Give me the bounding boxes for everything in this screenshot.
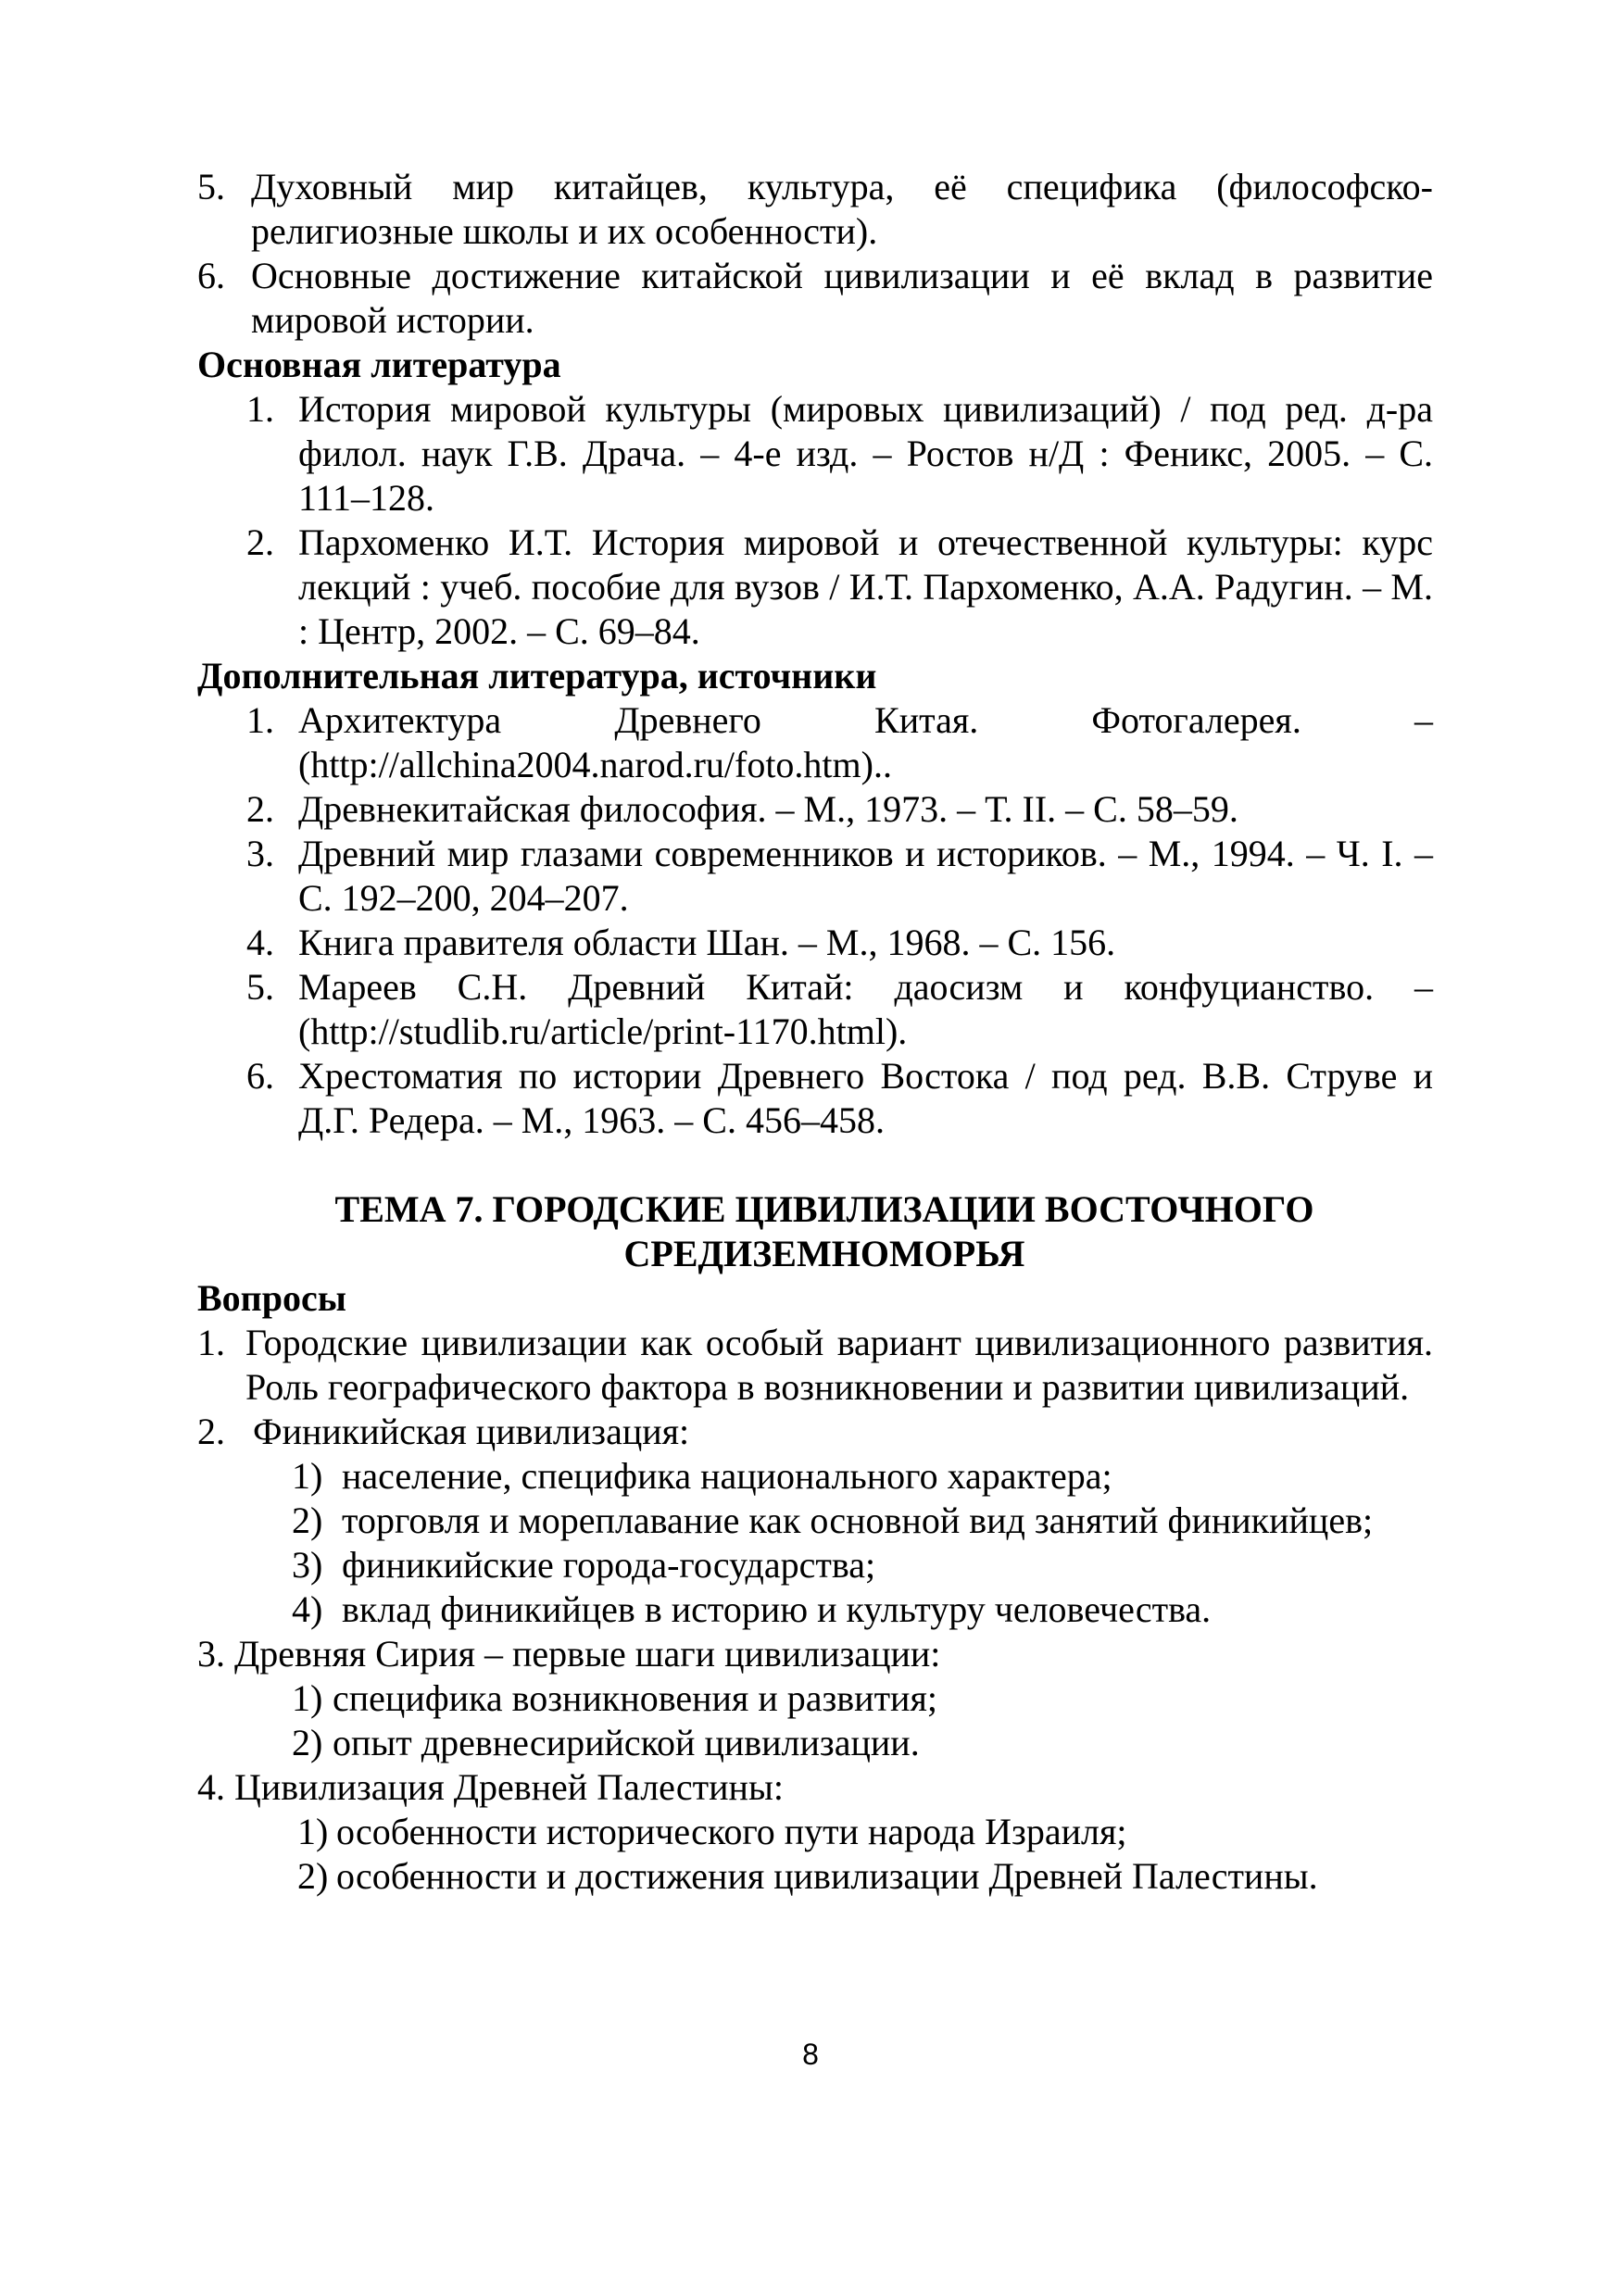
item-number: 4. xyxy=(246,922,274,963)
item-number: 1. xyxy=(246,388,274,430)
item-number: 6. xyxy=(246,1055,274,1097)
item-text: История мировой культуры (мировых цивилизаций) / под ред. д-ра филол. наук Г.В. Драча. – 4-е изд. – Ростов н/Д : Феникс, 2005. – С. 111–128. xyxy=(298,388,1433,519)
question-4-sublist xyxy=(197,1810,1433,1899)
item-number: 2. xyxy=(246,521,274,563)
item-text: Хрестоматия по истории Древнего Востока / под ред. В.В. Струве и Д.Г. Редера. – М., 1963. – С. 456–458. xyxy=(298,1055,1433,1141)
question-1 xyxy=(197,1321,1433,1410)
item-text: Духовный мир китайцев, культура, её специфика (философско-религиозные школы и их особенности). xyxy=(251,166,1433,252)
sub-item-number: 2) xyxy=(292,1722,323,1763)
sub-item-number: 1) xyxy=(297,1811,329,1852)
sub-item xyxy=(292,1587,1433,1632)
question-3 xyxy=(197,1632,1433,1765)
question-4 xyxy=(197,1765,1433,1899)
list-item xyxy=(246,521,1433,654)
item-text: Городские цивилизации как особый вариант цивилизационного развития. Роль географического фактора в возникновении и развитии цивилизаций. xyxy=(245,1322,1433,1408)
questions-heading: Вопросы xyxy=(197,1277,346,1319)
list-item xyxy=(246,965,1433,1054)
questions-continuation-list xyxy=(197,165,1433,343)
topic-title-line-1: ТЕМА 7. ГОРОДСКИЕ ЦИВИЛИЗАЦИИ ВОСТОЧНОГО xyxy=(334,1188,1314,1230)
item-text: Финикийская цивилизация: xyxy=(253,1411,690,1452)
question-3-sublist xyxy=(197,1676,1433,1765)
sub-item-text: особенности и достижения цивилизации Древней Палестины. xyxy=(336,1855,1318,1897)
item-text: Цивилизация Древней Палестины: xyxy=(234,1766,784,1808)
sub-item-number: 1) xyxy=(292,1677,323,1719)
question-2 xyxy=(197,1410,1433,1632)
page-number: 8 xyxy=(802,2038,819,2071)
item-number: 5. xyxy=(246,966,274,1008)
sub-item-text: опыт древнесирийской цивилизации. xyxy=(333,1722,920,1763)
item-number: 1. xyxy=(197,1322,225,1363)
main-literature-heading: Основная литература xyxy=(197,344,561,385)
item-text: Архитектура Древнего Китая. Фотогалерея. – (http://allchina2004.narod.ru/foto.htm).. xyxy=(298,699,1433,785)
sub-item-number: 2) xyxy=(297,1855,329,1897)
sub-item xyxy=(292,1454,1433,1499)
item-number: 3. xyxy=(197,1633,225,1675)
list-item xyxy=(197,1765,1433,1810)
item-number: 1. xyxy=(246,699,274,741)
sub-item xyxy=(297,1854,1433,1899)
sub-item-number: 2) xyxy=(292,1499,323,1541)
list-item xyxy=(197,165,1433,254)
sub-item-number: 3) xyxy=(292,1544,323,1586)
item-number: 5. xyxy=(197,166,225,207)
sub-item-text: торговля и мореплавание как основной вид занятий финикийцев; xyxy=(342,1499,1374,1541)
item-text: Древнекитайская философия. – М., 1973. – Т. II. – С. 58–59. xyxy=(298,788,1238,830)
sub-item-text: особенности исторического пути народа Израиля; xyxy=(336,1811,1127,1852)
item-text: Древний мир глазами современников и историков. – М., 1994. – Ч. I. – С. 192–200, 204–207. xyxy=(298,833,1433,919)
list-item xyxy=(246,387,1433,521)
list-item xyxy=(197,254,1433,343)
list-item xyxy=(246,832,1433,921)
list-item xyxy=(246,1054,1433,1143)
sub-item-number: 4) xyxy=(292,1588,323,1630)
list-item xyxy=(246,698,1433,787)
list-item xyxy=(246,921,1433,965)
sub-item-text: население, специфика национального характера; xyxy=(342,1455,1112,1497)
topic-title xyxy=(197,1187,1433,1276)
item-text: Основные достижение китайской цивилизации и её вклад в развитие мировой истории. xyxy=(251,255,1433,341)
sub-item xyxy=(292,1676,1433,1721)
page-body xyxy=(197,165,1433,1899)
sub-item-text: вклад финикийцев в историю и культуру человечества. xyxy=(342,1588,1212,1630)
sub-item-number: 1) xyxy=(292,1455,323,1497)
extra-literature-heading: Дополнительная литература, источники xyxy=(197,655,877,696)
sub-item xyxy=(297,1810,1433,1854)
list-item xyxy=(197,1410,1433,1454)
sub-item xyxy=(292,1721,1433,1765)
item-number: 2. xyxy=(197,1411,225,1452)
item-text: Мареев С.Н. Древний Китай: даосизм и конфуцианство. – (http://studlib.ru/article/print-1170.html). xyxy=(298,966,1433,1052)
sub-item-text: специфика возникновения и развития; xyxy=(333,1677,937,1719)
main-literature-list xyxy=(197,387,1433,654)
item-number: 6. xyxy=(197,255,225,296)
extra-literature-list xyxy=(197,698,1433,1143)
item-text: Древняя Сирия – первые шаги цивилизации: xyxy=(234,1633,941,1675)
item-number: 4. xyxy=(197,1766,225,1808)
list-item xyxy=(197,1321,1433,1410)
list-item xyxy=(197,1632,1433,1676)
item-text: Пархоменко И.Т. История мировой и отечественной культуры: курс лекций : учеб. пособие для вузов / И.Т. Пархоменко, А.А. Радугин. – М. : Центр, 2002. – С. 69–84. xyxy=(298,521,1433,652)
question-2-sublist xyxy=(197,1454,1433,1632)
item-number: 3. xyxy=(246,833,274,874)
list-item xyxy=(246,787,1433,832)
item-text: Книга правителя области Шан. – М., 1968. – С. 156. xyxy=(298,922,1116,963)
sub-item-text: финикийские города-государства; xyxy=(342,1544,876,1586)
item-number: 2. xyxy=(246,788,274,830)
topic-title-line-2: СРЕДИЗЕМНОМОРЬЯ xyxy=(623,1233,1025,1274)
sub-item xyxy=(292,1499,1433,1543)
sub-item xyxy=(292,1543,1433,1587)
